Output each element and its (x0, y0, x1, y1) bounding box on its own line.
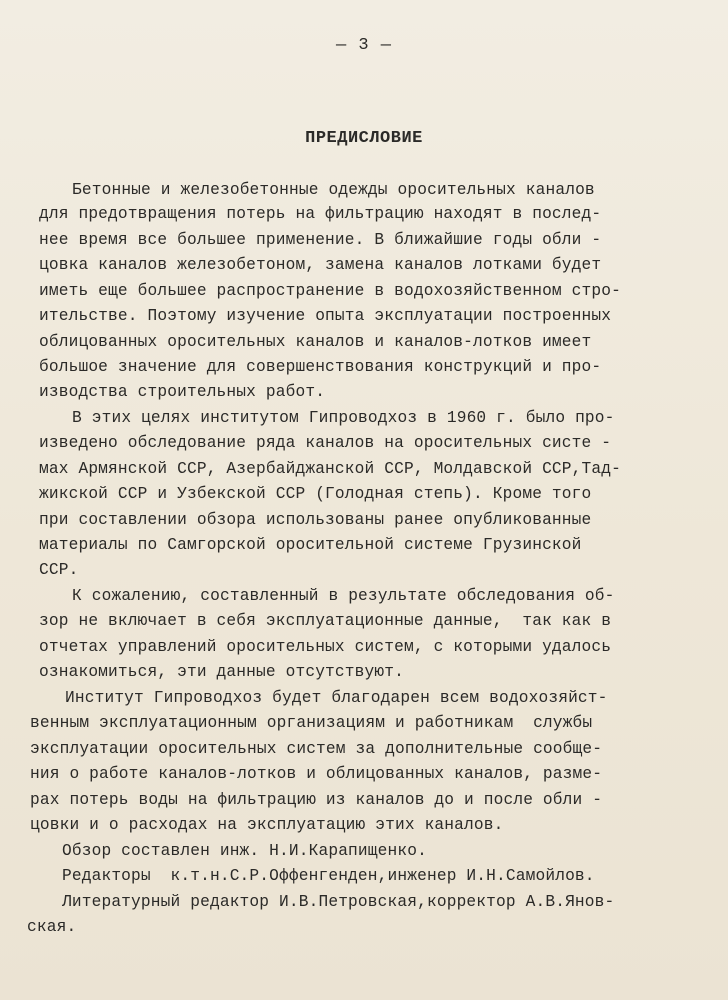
text-line: эксплуатации оросительных систем за дополнительные сообще- (30, 740, 603, 758)
text-line: отчетах управлений оросительных систем, с которыми удалось (39, 638, 612, 656)
text-line: ССР. (39, 561, 79, 579)
text-line: иметь еще большее распространение в водохозяйственном стро- (39, 282, 621, 300)
text-line: ознакомиться, эти данные отсутствуют. (39, 663, 404, 681)
text-line: К сожалению, составленный в результате обследования об- (72, 587, 615, 605)
text-line: венным эксплуатационным организациям и работникам службы (30, 714, 593, 732)
text-line: Литературный редактор И.В.Петровская,корректор А.В.Янов- (62, 893, 615, 911)
text-line: для предотвращения потерь на фильтрацию находят в послед- (39, 205, 602, 223)
text-line: изведено обследование ряда каналов на оросительных систе - (39, 434, 612, 452)
text-line: изводства строительных работ. (39, 383, 326, 401)
page-number: — 3 — (335, 36, 392, 55)
text-line: облицованных оросительных каналов и каналов-лотков имеет (39, 333, 592, 351)
text-line: цовка каналов железобетоном, замена каналов лотками будет (39, 256, 602, 274)
text-line: большое значение для совершенствования конструкций и про- (39, 358, 602, 376)
text-line: Институт Гипроводхоз будет благодарен всем водохозяйст- (65, 689, 608, 707)
text-line: Обзор составлен инж. Н.И.Карапищенко. (62, 842, 427, 860)
text-line: В этих целях институтом Гипроводхоз в 1960 г. было про- (72, 409, 615, 427)
page-title: ПРЕДИСЛОВИЕ (305, 129, 423, 148)
text-line: ительстве. Поэтому изучение опыта эксплуатации построенных (39, 307, 612, 325)
text-line: Редакторы к.т.н.С.Р.Оффенгенден,инженер И.Н.Самойлов. (62, 867, 595, 885)
text-line: Бетонные и железобетонные одежды оросительных каналов (72, 181, 595, 199)
text-line: ния о работе каналов-лотков и облицованных каналов, разме- (30, 765, 603, 783)
text-line: мах Армянской ССР, Азербайджанской ССР, Молдавской ССР,Тад- (39, 460, 621, 478)
text-line: нее время все большее применение. В ближайшие годы обли - (39, 231, 602, 249)
text-line: рах потерь воды на фильтрацию из каналов до и после обли - (30, 791, 603, 809)
text-line: цовки и о расходах на эксплуатацию этих каналов. (30, 816, 504, 834)
text-line: зор не включает в себя эксплуатационные данные, так как в (39, 612, 612, 630)
text-line: материалы по Самгорской оросительной системе Грузинской (39, 536, 582, 554)
text-line: при составлении обзора использованы ранее опубликованные (39, 511, 592, 529)
text-line: ская. (27, 918, 77, 936)
text-line: жикской ССР и Узбекской ССР (Голодная степь). Кроме того (39, 485, 592, 503)
